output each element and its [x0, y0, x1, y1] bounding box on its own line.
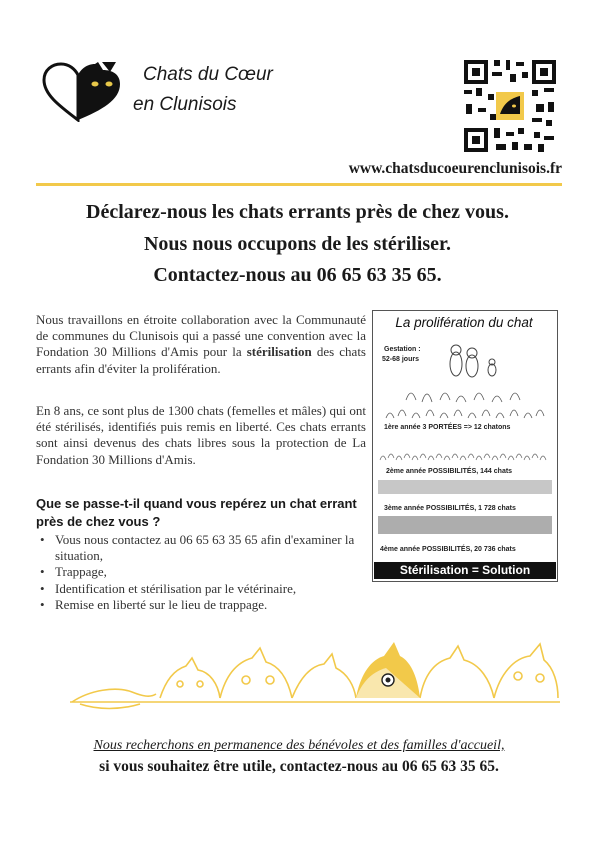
poster-gestation-days: 52-68 jours	[382, 356, 419, 363]
poster-year3: 3ème année POSSIBILITÉS, 1 728 chats	[384, 505, 516, 512]
cat-pyramid-illustration	[376, 330, 554, 560]
headline-line2: Nous nous occupons de les stériliser.	[143, 233, 452, 255]
headline-line1: Déclarez-nous les chats errants près de chez vous.	[86, 201, 509, 223]
intro-paragraph	[36, 312, 366, 377]
poster-title: La prolifération du chat	[395, 315, 533, 330]
poster-year2: 2ème année POSSIBILITÉS, 144 chats	[386, 468, 513, 475]
header-divider	[36, 183, 562, 186]
question-heading: Que se passe-t-il quand vous repérez un chat errant près de chez vous ?	[36, 496, 357, 529]
volunteer-appeal: Nous recherchons en permanence des bénévoles et des familles d'accueil,	[93, 738, 505, 753]
list-item: • Remise en liberté sur le lieu de trappage.	[40, 597, 370, 613]
stats-paragraph: En 8 ans, ce sont plus de 1300 chats (femelles et mâles) qui ont été stérilisés, identifiés puis remis en liberté. Ces chats errants sont ainsi devenus des chats libres sous la protection de La Fondation 30 Millions d'Amis.	[36, 403, 366, 467]
headline-contact: Contactez-nous au 06 65 63 35 65.	[153, 264, 442, 286]
org-name-line2: en Clunisois	[133, 94, 237, 115]
peeking-cats-illustration	[70, 640, 560, 735]
poster-gestation: Gestation :	[384, 346, 421, 353]
poster-year1: 1ère année 3 PORTÉES => 12 chatons	[384, 424, 511, 431]
list-item: • Identification et stérilisation par le vétérinaire,	[40, 581, 370, 597]
list-item: • Vous nous contactez au 06 65 63 35 65 afin d'examiner la situation,	[40, 532, 370, 564]
intro-text-start: Nous travaillons en étroite collaboration avec la Communauté de communes du Clunisois qui a passé une convention avec la Fondation 30 Millions d'Amis pour la	[36, 312, 366, 360]
intro-text-end: des chats errants afin d'éviter la prolifération.	[36, 344, 366, 376]
poster-solution-banner: Stérilisation = Solution	[374, 562, 556, 579]
website-link[interactable]: www.chatsducoeurenclunisois.fr	[348, 160, 562, 177]
heart-cat-logo-icon	[40, 60, 132, 122]
steps-list	[40, 532, 370, 613]
org-name-line1: Chats du Cœur	[143, 64, 273, 85]
footer-contact: si vous souhaitez être utile, contactez-nous au 06 65 63 35 65.	[99, 758, 499, 775]
poster-year4: 4ème année POSSIBILITÉS, 20 736 chats	[380, 546, 516, 553]
qr-code-icon[interactable]	[462, 58, 558, 154]
list-item: • Trappage,	[40, 564, 370, 580]
intro-text-bold: stérilisation	[246, 344, 312, 360]
